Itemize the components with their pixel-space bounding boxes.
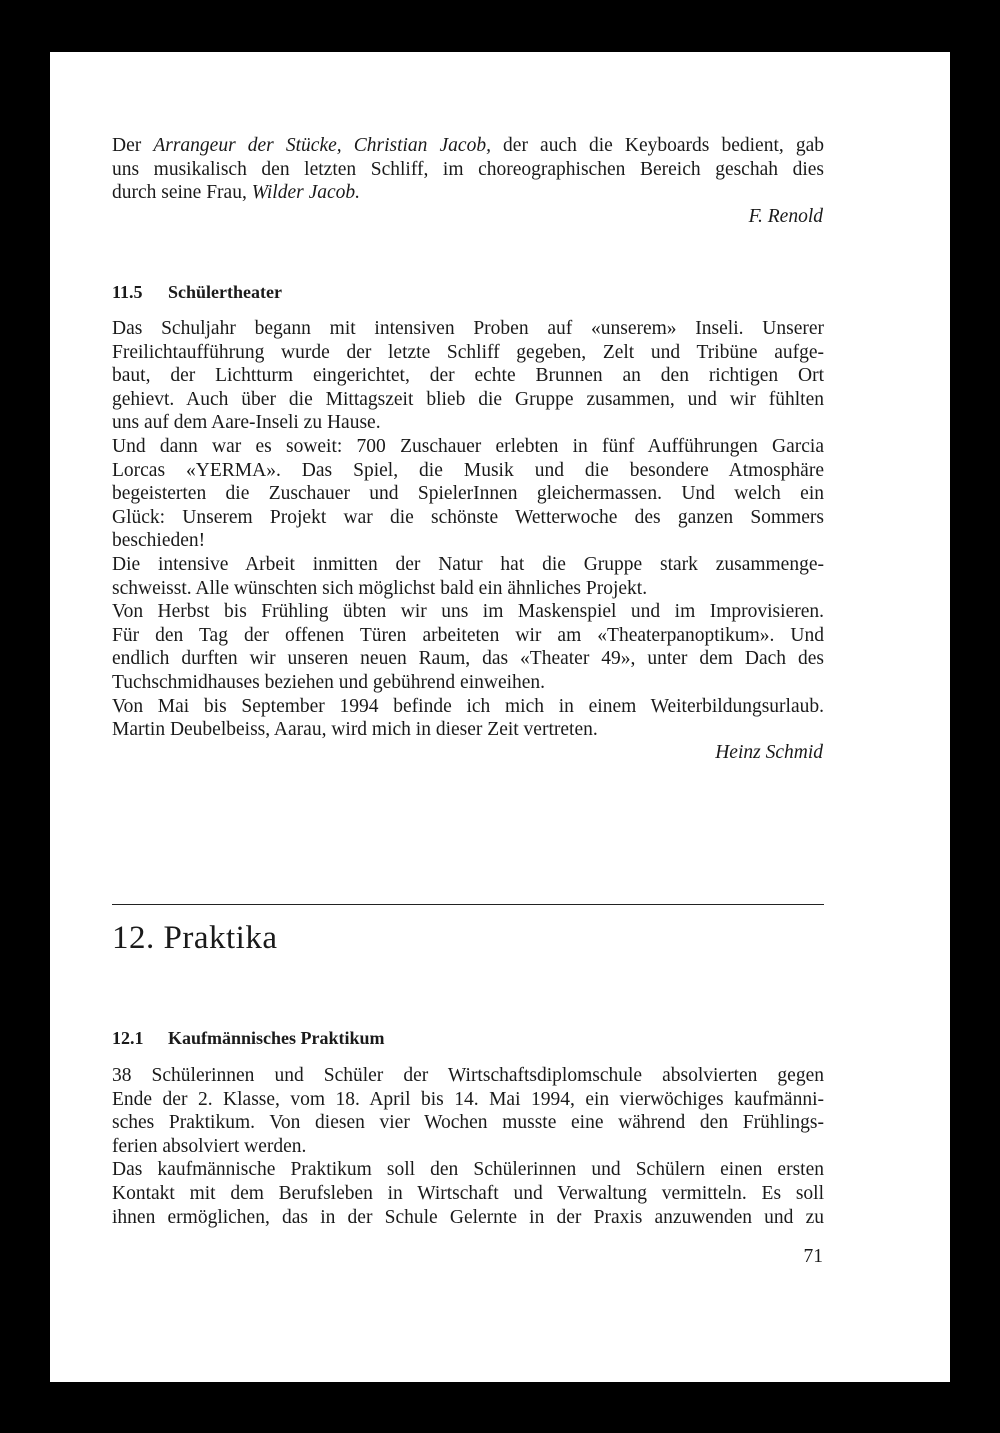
body-line: beschieden! xyxy=(112,530,206,552)
page-number: 71 xyxy=(803,1246,823,1267)
body-line: Freilichtaufführung wurde der letzte Schliff gegeben, Zelt und Tribüne aufge- xyxy=(112,341,824,363)
body-line: 38 Schülerinnen und Schüler der Wirtschaftsdiplomschule absolvierten gegen xyxy=(112,1065,824,1086)
body-line: Kontakt mit dem Berufsleben in Wirtschaft und Verwaltung vermitteln. Es soll xyxy=(112,1182,824,1204)
section-12-1-body xyxy=(112,1064,824,1229)
section-heading-11-5: 11.5 Schülertheater xyxy=(112,282,282,302)
body-line: Martin Deubelbeiss, Aarau, wird mich in dieser Zeit vertreten. xyxy=(112,719,598,741)
body-line: Und dann war es soweit: 700 Zuschauer erlebten in fünf Aufführungen Garcia xyxy=(112,435,824,457)
chapter-divider xyxy=(112,904,824,905)
body-line: schweisst. Alle wünschten sich möglichst bald ein ähnliches Projekt. xyxy=(112,577,648,599)
body-line: endlich durften wir unseren neuen Raum, das «Theater 49», unter dem Dach des xyxy=(112,648,824,670)
section-11-5-body xyxy=(112,317,824,742)
intro-paragraph xyxy=(112,134,824,205)
intro-line-2: uns musikalisch den letzten Schliff, im choreographischen Bereich geschah dies xyxy=(112,158,824,180)
body-line: Lorcas «YERMA». Das Spiel, die Musik und die besondere Atmosphäre xyxy=(112,459,824,481)
section-heading-12-1: 12.1 Kaufmännisches Praktikum xyxy=(112,1028,385,1048)
body-line: Glück: Unserem Projekt war die schönste Wetterwoche des ganzen Sommers xyxy=(112,506,824,528)
body-line: Von Mai bis September 1994 befinde ich mich in einem Weiterbildungsurlaub. xyxy=(112,695,824,717)
body-line: sches Praktikum. Von diesen vier Wochen musste eine während den Frühlings- xyxy=(112,1112,824,1134)
body-line: Das kaufmännische Praktikum soll den Schülerinnen und Schülern einen ersten xyxy=(112,1159,824,1181)
signature-renold: F. Renold xyxy=(748,206,823,227)
body-line: baut, der Lichtturm eingerichtet, der echte Brunnen an den richtigen Ort xyxy=(112,365,824,387)
body-line: uns auf dem Aare-Inseli zu Hause. xyxy=(112,412,381,434)
body-line: ihnen ermöglichen, das in der Schule Gelernte in der Praxis anzuwenden und zu xyxy=(112,1206,824,1228)
intro-line-1: Der Arrangeur der Stücke, Christian Jacob, der auch die Keyboards bedient, gab xyxy=(112,135,824,156)
document-page xyxy=(50,52,950,1382)
chapter-title: 12. Praktika xyxy=(112,920,278,956)
body-line: Ende der 2. Klasse, vom 18. April bis 14. Mai 1994, ein vierwöchiges kaufmänni- xyxy=(112,1088,824,1110)
body-line: Von Herbst bis Frühling übten wir uns im Maskenspiel und im Improvisieren. xyxy=(112,601,824,623)
intro-line-3: durch seine Frau, Wilder Jacob. xyxy=(112,182,361,204)
body-line: Die intensive Arbeit inmitten der Natur hat die Gruppe stark zusammenge- xyxy=(112,553,824,575)
signature-schmid: Heinz Schmid xyxy=(715,742,823,763)
body-line: Tuchschmidhauses beziehen und gebührend einweihen. xyxy=(112,671,546,693)
body-line: begeisterten die Zuschauer und SpielerInnen gleichermassen. Und welch ein xyxy=(112,483,824,505)
body-line: ferien absolviert werden. xyxy=(112,1135,307,1157)
body-line: Für den Tag der offenen Türen arbeiteten wir am «Theaterpanoptikum». Und xyxy=(112,624,824,646)
body-line: Das Schuljahr begann mit intensiven Proben auf «unserem» Inseli. Unserer xyxy=(112,318,824,339)
body-line: gehievt. Auch über die Mittagszeit blieb die Gruppe zusammen, und wir fühlten xyxy=(112,388,824,410)
